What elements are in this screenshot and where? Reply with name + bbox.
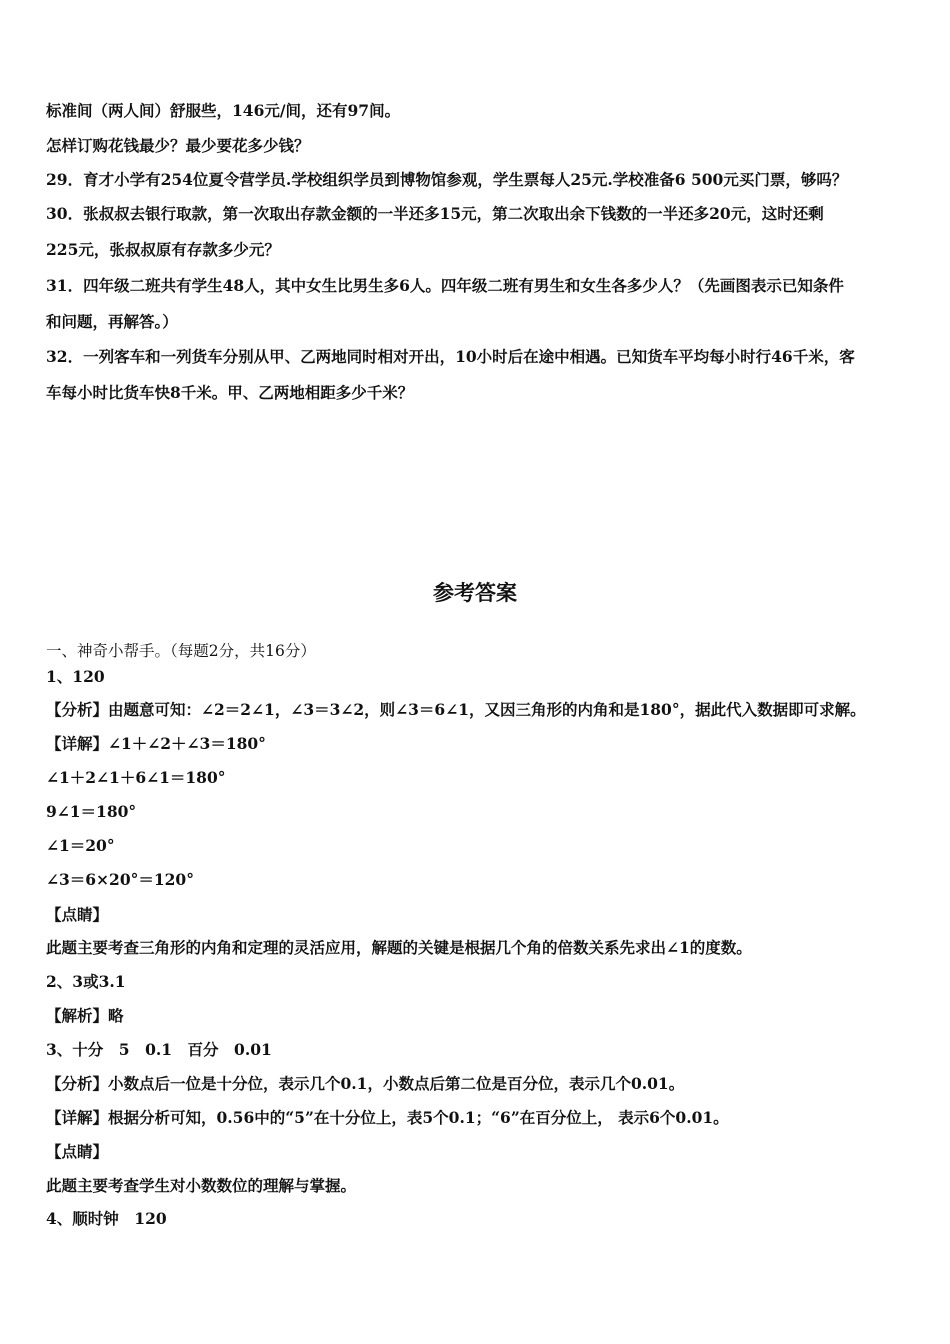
question-31-cont: 和问题，再解答。） xyxy=(46,312,178,331)
answer-1: 1、120 xyxy=(46,667,105,686)
question-31: 31．四年级二班共有学生48人，其中女生比男生多6人。四年级二班有男生和女生各多少人？（先画图表示已知条件 xyxy=(46,276,844,295)
answer-note-label: 【点睛】 xyxy=(46,905,109,924)
answer-note: 此题主要考查学生对小数数位的理解与掌握。 xyxy=(46,1176,357,1195)
answer-step: 9∠1＝180° xyxy=(46,802,137,821)
question-32: 32．一列客车和一列货车分别从甲、乙两地同时相对开出，10小时后在途中相遇。已知货车平均每小时行46千米，客 xyxy=(46,347,855,366)
answer-2: 2、3或3.1 xyxy=(46,972,126,991)
answer-step: ∠1＋2∠1＋6∠1＝180° xyxy=(46,768,226,787)
answer-note-label: 【点睛】 xyxy=(46,1142,109,1161)
answer-note: 此题主要考查三角形的内角和定理的灵活应用，解题的关键是根据几个角的倍数关系先求出∠1的度数。 xyxy=(46,938,752,957)
answer-detail: 【详解】根据分析可知，0.56中的“5”在十分位上，表5个0.1；“6”在百分位上， 表示6个0.01。 xyxy=(46,1108,729,1127)
answer-3: 3、十分 5 0.1 百分 0.01 xyxy=(46,1040,272,1059)
answer-analysis: 【分析】小数点后一位是十分位，表示几个0.1，小数点后第二位是百分位，表示几个0.01。 xyxy=(46,1074,685,1093)
answer-4: 4、顺时钟 120 xyxy=(46,1209,167,1228)
answers-title: 参考答案 xyxy=(433,581,517,605)
answer-step: ∠3＝6×20°＝120° xyxy=(46,870,194,889)
question-line: 怎样订购花钱最少？最少要花多少钱？ xyxy=(46,136,310,155)
section-heading: 一、神奇小帮手。（每题2分，共16分） xyxy=(46,642,316,660)
answer-explanation: 【解析】略 xyxy=(46,1006,124,1025)
question-32-cont: 车每小时比货车快8千米。甲、乙两地相距多少千米？ xyxy=(46,383,414,402)
answer-detail: 【详解】∠1＋∠2＋∠3＝180° xyxy=(46,734,266,753)
answer-step: ∠1＝20° xyxy=(46,836,115,855)
question-line: 标准间（两人间）舒服些，146元/间，还有97间。 xyxy=(46,101,401,120)
question-30-cont: 225元，张叔叔原有存款多少元？ xyxy=(46,240,280,259)
answer-analysis: 【分析】由题意可知：∠2＝2∠1，∠3＝3∠2，则∠3＝6∠1，又因三角形的内角和是180°，据此代入数据即可求解。 xyxy=(46,700,866,719)
question-30: 30．张叔叔去银行取款，第一次取出存款金额的一半还多15元，第二次取出余下钱数的一半还多20元，这时还剩 xyxy=(46,204,824,223)
question-29: 29．育才小学有254位夏令营学员.学校组织学员到博物馆参观，学生票每人25元.学校准备6 500元买门票，够吗？ xyxy=(46,170,848,189)
